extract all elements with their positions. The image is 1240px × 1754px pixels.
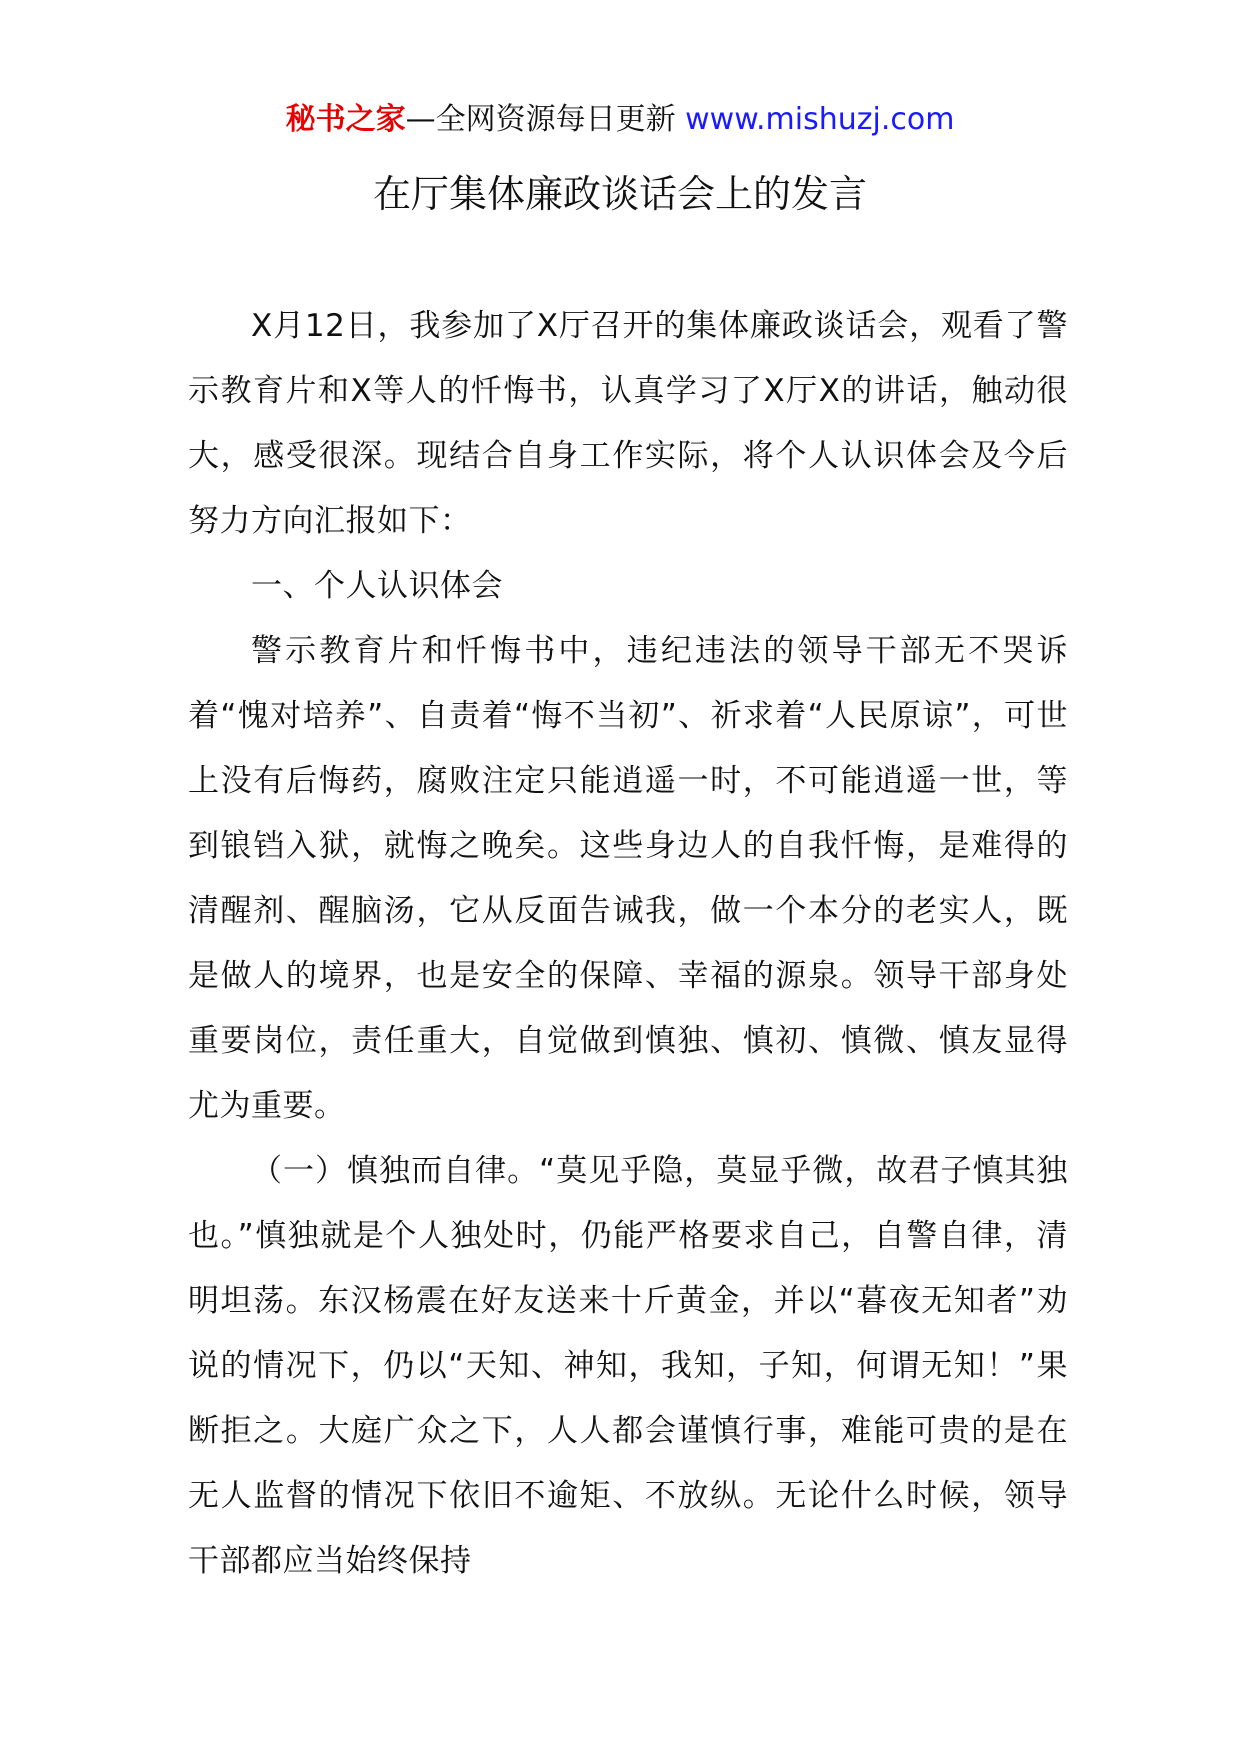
- header-tagline: —全网资源每日更新: [405, 102, 686, 137]
- body-paragraph: （一）慎独而自律。“莫见乎隐，莫显乎微，故君子慎其独也。”慎独就是个人独处时，仍能严格要求自己，自警自律，清明坦荡。东汉杨震在好友送来十斤黄金，并以“暮夜无知者”劝说的情况下，仍以“天知、神知，我知，子知，何谓无知！”果断拒之。大庭广众之下，人人都会谨慎行事，难能可贵的是在无人监督的情况下依旧不逾矩、不放纵。无论什么时候，领导干部都应当始终保持: [188, 1153, 1068, 1579]
- document-body: [188, 294, 1068, 1594]
- site-url-link[interactable]: www.mishuzj.com: [685, 102, 955, 137]
- body-paragraph: 警示教育片和忏悔书中，违纪违法的领导干部无不哭诉着“愧对培养”、自责着“悔不当初”、祈求着“人民原谅”，可世上没有后悔药，腐败注定只能逍遥一时，不可能逍遥一世，等到锒铛入狱，就悔之晚矣。这些身边人的自我忏悔，是难得的清醒剂、醒脑汤，它从反面告诫我，做一个本分的老实人，既是做人的境界，也是安全的保障、幸福的源泉。领导干部身处重要岗位，责任重大，自觉做到慎独、慎初、慎微、慎友显得尤为重要。: [188, 633, 1068, 1124]
- site-header: [0, 100, 1240, 140]
- section-heading: 一、个人认识体会: [251, 568, 503, 604]
- brand-name: 秘书之家: [285, 102, 406, 137]
- intro-paragraph: X月12日，我参加了X厅召开的集体廉政谈话会，观看了警示教育片和X等人的忏悔书，认真学习了X厅X的讲话，触动很大，感受很深。现结合自身工作实际，将个人认识体会及今后努力方向汇报如下：: [188, 308, 1068, 539]
- document-title: 在厅集体廉政谈话会上的发言: [372, 172, 867, 216]
